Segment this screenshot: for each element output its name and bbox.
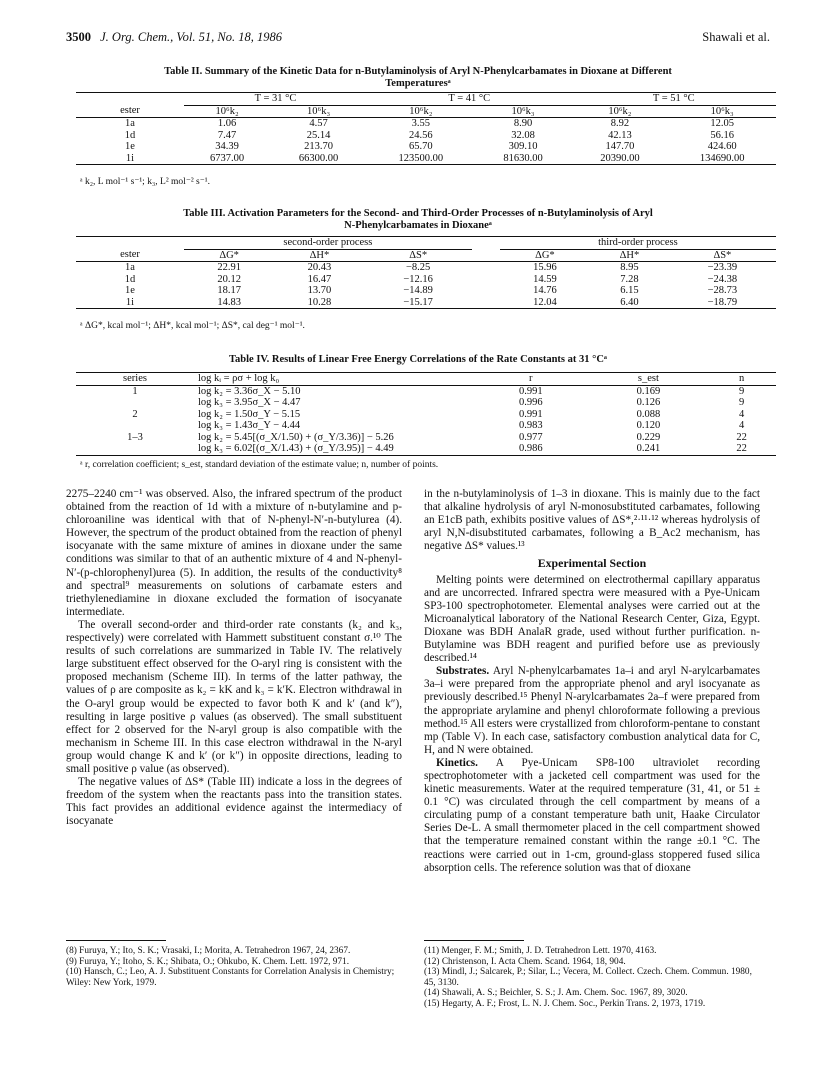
table3-group-third-order: third-order process (500, 237, 776, 250)
table-row: log k₃ = 3.95σ_X − 4.47 0.996 0.126 9 (198, 397, 745, 408)
table-row: 1e 18.17 13.70 −14.89 14.76 6.15 −28.73 (125, 285, 738, 296)
table-row: 1 log k₂ = 3.36σ_X − 5.10 0.991 0.169 9 (132, 385, 745, 397)
table2-col-k2: 10⁶k₂ (215, 105, 239, 117)
table3-footnote: ᵃ ΔG*, kcal mol⁻¹; ΔH*, kcal mol⁻¹; ΔS*, cal deg⁻¹ mol⁻¹. (80, 321, 305, 331)
table-row: 2 log k₂ = 1.50σ_Y − 5.15 0.991 0.088 4 (132, 408, 745, 420)
table-row: 1a 22.91 20.43 −8.25 15.96 8.95 −23.39 (125, 262, 738, 273)
table3-caption: Table III. Activation Parameters for the Second- and Third-Order Processes of n-Butylaminolysis of Aryl N-Phenylcarbamates in Dioxaneᵃ (183, 208, 653, 231)
reference-item: (11) Menger, F. M.; Smith, J. D. Tetrahedron Lett. 1970, 4163. (424, 946, 657, 956)
paragraph-heading: Kinetics. (436, 756, 478, 769)
table2-col-ester: ester (120, 105, 140, 117)
table-row: 1i 6737.00 66300.00 123500.00 81630.00 20390.00 134690.00 (76, 153, 776, 165)
reference-item: (9) Furuya, Y.; Itoho, S. K.; Shibata, O.; Ohkubo, K. Chem. Lett. 1972, 971. (66, 956, 350, 967)
left-column (66, 488, 402, 828)
table2-col-k3: 10⁶k₃ (307, 105, 331, 117)
reference-item: (10) Hansch, C.; Leo, A. J. Substituent Constants for Correlation Analysis in Chemistry; Wiley: New York, 1979. (66, 967, 395, 988)
table2-caption: Table II. Summary of the Kinetic Data for n-Butylaminolysis of Aryl N-Phenylcarbamates in Dioxane at Different Temperaturesᵃ (164, 66, 672, 89)
paragraph: in the n-butylaminolysis of 1–3 in dioxane. This is mainly due to the fact that alkaline hydrolysis of aryl N-monosubstituted carbamates, following an E1cB path, exhibits positive values of ΔS*,²·¹¹·¹² whereas hydrolysis of aryl N,N-disubstituted carbamates, following a B_Ac2 mechanism, has negative ΔS* values.¹³ (424, 488, 760, 553)
table2-temp-31: T = 31 °C (184, 93, 367, 106)
section-title: Experimental Section (537, 556, 647, 571)
table4-footnote: ᵃ r, correlation coefficient; s_est, standard deviation of the estimate value; n, number of points. (80, 460, 439, 470)
right-column (424, 488, 760, 875)
paragraph-heading: Substrates. (436, 665, 490, 678)
journal-citation: J. Org. Chem., Vol. 51, No. 18, 1986 (100, 30, 282, 44)
footnote-rule (66, 940, 166, 941)
footnote-rule (424, 940, 524, 941)
table3: second-order process third-order process ester ΔG* ΔH* ΔS* ΔG* ΔH* ΔS* 1a 22.91 20.43 −8.25 15.96 8.95 −23.39 1d 20.12 16.47 −12.16 14.59 7.28 −24.38 1e 18.17 13.70 −14.89 14.76 6.15 −28.73 1i 14.83 10.28 −15.17 12.04 6.40 −18.79 (76, 236, 776, 309)
table4: series log kᵢ = ρσ + log k₀ r s_est n 1 log k₂ = 3.36σ_X − 5.10 0.991 0.169 9 log k₃ = 3.95σ_X − 4.47 0.996 0.126 9 2 log k₂ = 1.50σ_Y − 5.15 0.991 0.088 4 log k₃ = 1.43σ_Y − 4.44 0.983 0.120 4 1–3 log k₂ = 5.45[(σ_X/1.50) + (σ_Y/3.36)] − 5.26 0.977 0.229 22 log k₃ = 6.02[(σ_X/1.43) + (σ_Y/3.95)] − 4.49 0.986 0.241 22 (76, 372, 776, 456)
table2-col-k3: 10⁶k₃ (511, 105, 535, 117)
table3-group-second-order: second-order process (184, 237, 472, 250)
table4-caption: Table IV. Results of Linear Free Energy Correlations of the Rate Constants at 31 °Cᵃ (229, 354, 607, 365)
table-row: 1i 14.83 10.28 −15.17 12.04 6.40 −18.79 (76, 297, 776, 309)
table-row: log k₃ = 1.43σ_Y − 4.44 0.983 0.120 4 (198, 420, 745, 431)
table3-col-ester: ester (120, 249, 140, 261)
paragraph: The overall second-order and third-order rate constants (k₂ and k₃, respectively) were correlated with Hammett substituent constant σ.¹⁰ The results of such correlations are summarized in Table IV. The relatively large substituent effect observed for the O-aryl ring is consistent with the proposed mechanism (Scheme III). In terms of the latter pathway, the values of ρ are composite as k₂ = kK and k₃ = k′K. Electron withdrawal in the O-aryl group would be expected to favor both K and k′ (and k″), resulting in large positive ρ values (as observed). The small substituent effect for 2 observed for the N-aryl group is also compatible with the mechanism in Scheme III. In this case electron withdrawal in the N-aryl group would change K and k′ (or k″) in opposite directions, leading to small positive ρ value (as observed). (66, 618, 402, 775)
paragraph: Substrates. Aryl N-phenylcarbamates 1a–i and aryl N-arylcarbamates 3a–i were prepared from the appropriate phenol and aryl isocyanate as previously described.¹⁵ Phenyl N-arylcarbamates 2a–f were prepared from the appropriate arylamine and phenyl chloroformate following a previous method.¹⁵ All esters were crystallized from chloroform-pentane to constant mp (Table V). In each case, satisfactory combustion analytical data for C, H, and N were obtained. (424, 665, 760, 756)
page-number: 3500 (66, 30, 91, 44)
table-row: 1e 34.39 213.70 65.70 309.10 147.70 424.60 (125, 141, 737, 152)
running-header (66, 30, 770, 48)
paragraph: Kinetics. A Pye-Unicam SP8-100 ultraviolet recording spectrophotometer with a jacketed cell compartment was used for the kinetic measurements. Water at the required temperature (31, 41, or 51 ± 0.1 °C) was circulated through the cell compartment by means of a circulating pump of a constant temperature bath unit, Haake Circulator Series De-L. A small thermometer placed in the cell compartment showed that the temperature remained constant within the range ±0.1 °C. The reactions were carried out in 1-cm, ground-glass stoppered fused silica absorption cells. The reference solution was that of dioxane (424, 756, 760, 874)
reference-item: (12) Christenson, I. Acta Chem. Scand. 1964, 18, 904. (424, 956, 626, 967)
references-right (424, 946, 760, 1010)
table2 (76, 92, 776, 165)
table-row: 1–3 log k₂ = 5.45[(σ_X/1.50) + (σ_Y/3.36)] − 5.26 0.977 0.229 22 (127, 431, 747, 443)
reference-item: (15) Hegarty, A. F.; Frost, L. N. J. Chem. Soc., Perkin Trans. 2, 1973, 1719. (424, 998, 706, 1009)
reference-item: (13) Mindl, J.; Salcarek, P.; Silar, L.; Vecera, M. Collect. Czech. Chem. Commun. 1980, 45, 3130. (424, 967, 752, 988)
table2-temp-51: T = 51 °C (572, 93, 777, 106)
table-row: 1d 20.12 16.47 −12.16 14.59 7.28 −24.38 (124, 273, 738, 285)
running-authors: Shawali et al. (702, 30, 770, 44)
table-row: log k₃ = 6.02[(σ_X/1.43) + (σ_Y/3.95)] − 4.49 0.986 0.241 22 (76, 443, 776, 455)
table2-col-k3: 10⁶k₃ (710, 105, 734, 117)
reference-item: (14) Shawali, A. S.; Beichler, S. S.; J. Am. Chem. Soc. 1967, 89, 3020. (424, 988, 688, 999)
table-row: 1a 1.06 4.57 3.55 8.90 8.92 12.05 (125, 118, 734, 129)
paragraph: 2275–2240 cm⁻¹ was observed. Also, the infrared spectrum of the product obtained from the reaction of 1d with a mixture of n-butylamine and p-chloroaniline was identical with that of N-phenyl-N′-n-butylurea (4). However, the spectrum of the product obtained from the reaction of phenyl isocyanate with the same mixture of amines in dioxane under the same conditions was similar to that of an authentic mixture of 4 and N-phenyl-N′-(p-chlorophenyl)urea (5). In addition, the results of the conductivity⁸ and spectral⁹ measurements on solutions of carbamate esters and triethylenediamine in dioxane excluded the formation of isocyanate intermediate. (66, 488, 402, 618)
references-left (66, 946, 402, 988)
table-row: 1d 7.47 25.14 24.56 32.08 42.13 56.16 (124, 129, 734, 141)
table2-col-k2: 10⁶k₂ (608, 105, 632, 117)
paragraph: Melting points were determined on electrothermal capillary apparatus and are uncorrected. Infrared spectra were measured with a Pye-Unicam SP3-100 spectrophotometer. Elemental analyses were carried out at the Microanalytical laboratory of the National Research Center, Giza, Egypt. Dioxane was BDH AnalaR grade, used without further purification. n-Butylamine was BDH reagent and purified before use as previously described.¹⁴ (424, 573, 760, 665)
reference-item: (8) Furuya, Y.; Ito, S. K.; Vrasaki, I.; Morita, A. Tetrahedron 1967, 24, 2367. (66, 946, 351, 956)
table2-footnote: ᵃ k₂, L mol⁻¹ s⁻¹; k₃, L² mol⁻² s⁻¹. (80, 177, 210, 187)
table2-temp-41: T = 41 °C (367, 93, 571, 106)
paragraph: The negative values of ΔS* (Table III) indicate a loss in the degrees of freedom of the system when the reactants pass into the transition states. This fact provides an additional evidence against the intermediacy of isocyanate (66, 776, 402, 828)
table2-col-k2: 10⁶k₂ (409, 105, 433, 117)
